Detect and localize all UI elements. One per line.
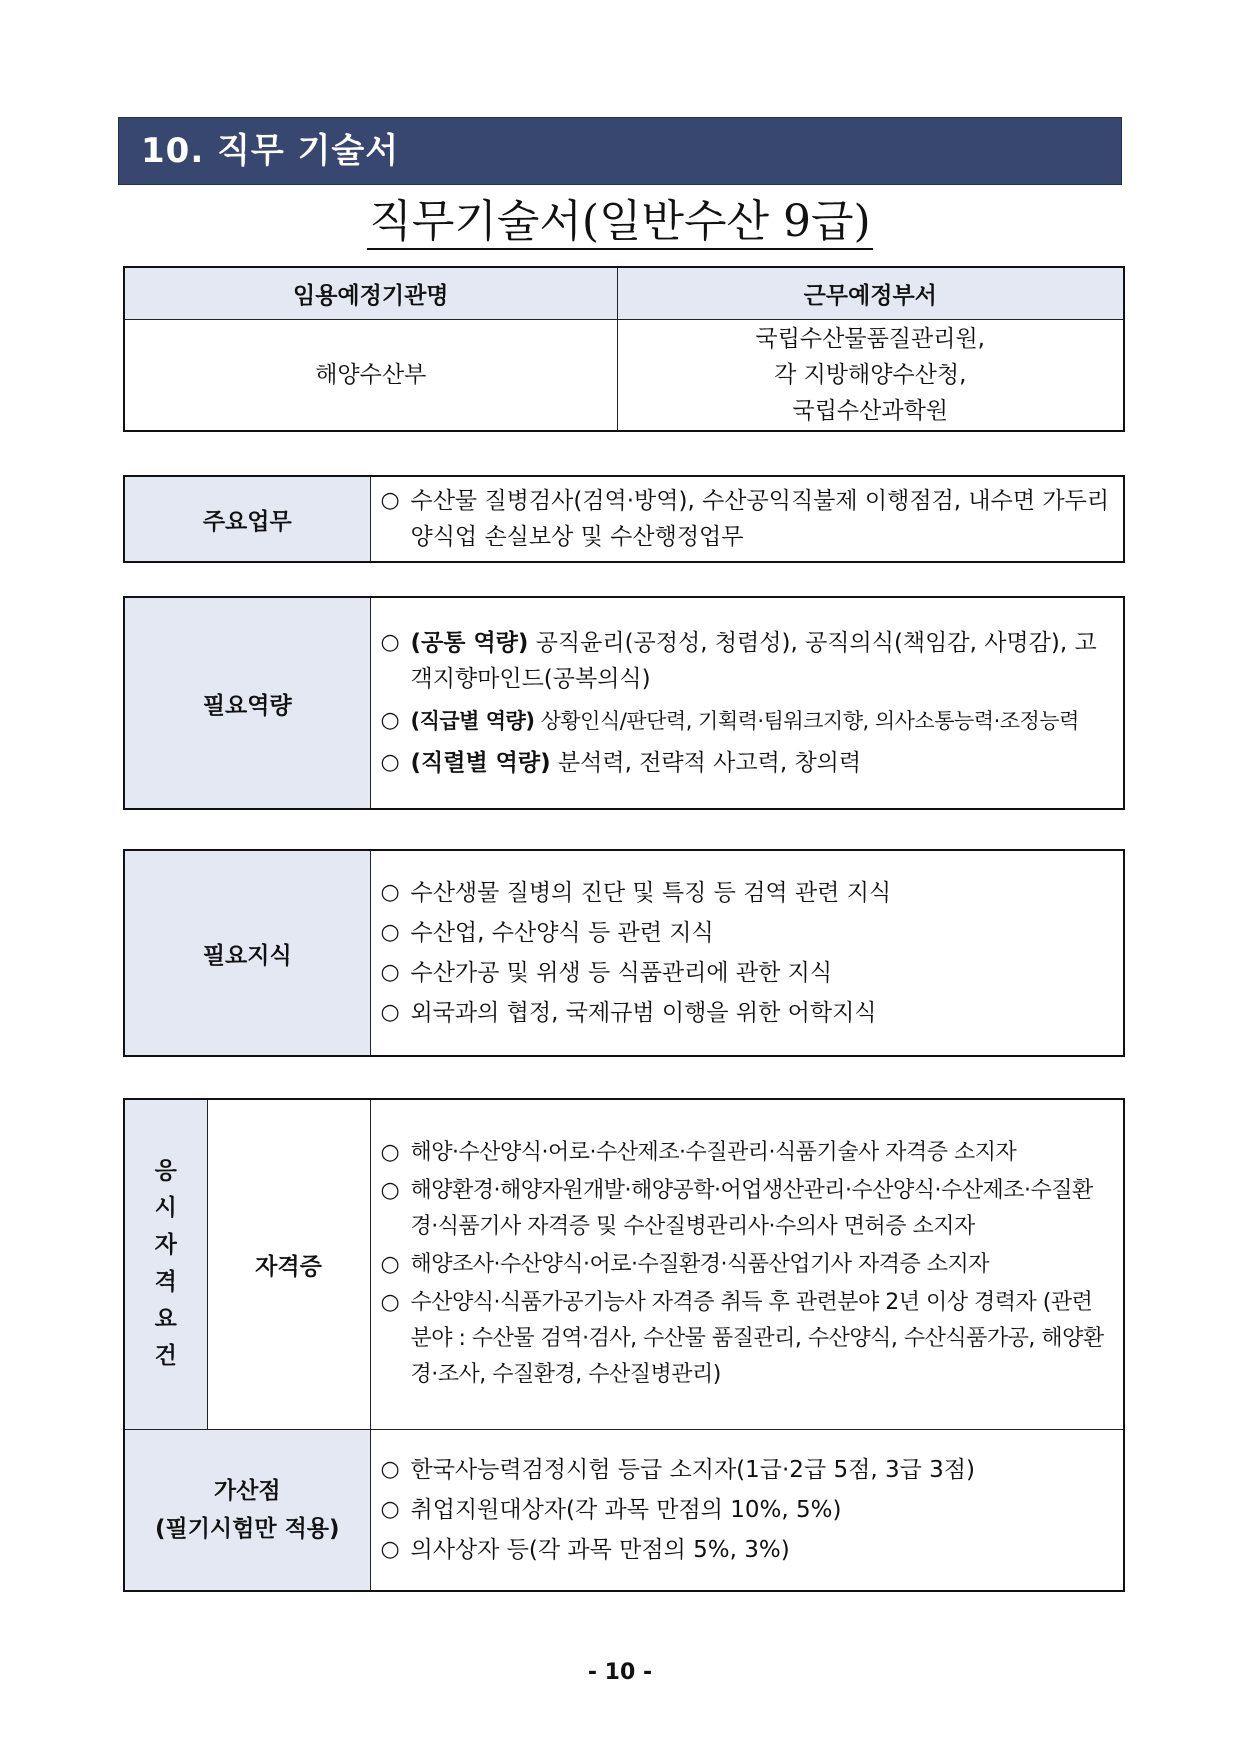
knowledge-item: ○ 수산가공 및 위생 등 식품관리에 관한 지식 bbox=[381, 955, 1112, 991]
agency-name: 해양수산부 bbox=[124, 319, 617, 431]
requirements-vertical-label: 응 시 자 격 요 건 bbox=[124, 1099, 207, 1429]
agency-header: 임용예정기관명 bbox=[124, 267, 617, 319]
certificate-label: 자격증 bbox=[207, 1099, 370, 1429]
bullet-icon: ○ bbox=[380, 920, 400, 945]
bullet-icon: ○ bbox=[380, 708, 400, 733]
bullet-icon: ○ bbox=[380, 880, 400, 905]
bonus-item: ○ 의사상자 등(각 과목 만점의 5%, 3%) bbox=[381, 1532, 1112, 1568]
knowledge-table bbox=[123, 849, 1125, 1057]
bullet-icon: ○ bbox=[380, 960, 400, 985]
competency-text: 상황인식/판단력, 기획력·팀워크지향, 의사소통능력·조정능력 bbox=[534, 709, 1079, 733]
bullet-icon: ○ bbox=[380, 630, 400, 655]
competency-item bbox=[381, 703, 1112, 739]
department-item: 각 지방해양수산청, bbox=[774, 361, 967, 388]
competency-title: (직렬별 역량) bbox=[410, 750, 551, 776]
bullet-icon: ○ bbox=[380, 1456, 400, 1482]
requirements-table bbox=[123, 1098, 1125, 1592]
department-header: 근무예정부서 bbox=[617, 267, 1124, 319]
main-duty-item: ○ 수산물 질병검사(검역·방역), 수산공익직불제 이행점검, 내수면 가두리 양식업 손실보상 및 수산행정업무 bbox=[381, 483, 1112, 555]
bullet-icon: ○ bbox=[380, 1000, 400, 1025]
bullet-icon: ○ bbox=[380, 1140, 400, 1166]
bullet-icon: ○ bbox=[380, 488, 400, 513]
bullet-icon: ○ bbox=[380, 1290, 400, 1316]
certificate-item: ○ 해양환경·해양자원개발·해양공학·어업생산관리·수산양식·수산제조·수질환경·식품기사 자격증 및 수산질병관리사·수의사 면허증 소지자 bbox=[381, 1173, 1112, 1245]
bullet-icon: ○ bbox=[380, 1252, 400, 1278]
certificate-item: ○ 해양·수산양식·어로·수산제조·수질관리·식품기술사 자격증 소지자 bbox=[381, 1135, 1112, 1171]
knowledge-label: 필요지식 bbox=[124, 850, 370, 1056]
competency-title: (공통 역량) bbox=[410, 630, 529, 656]
knowledge-item: ○ 수산생물 질병의 진단 및 특징 등 검역 관련 지식 bbox=[381, 875, 1112, 911]
competency-item bbox=[381, 745, 1112, 781]
knowledge-content bbox=[370, 850, 1124, 1056]
department-item: 국립수산물품질관리원, bbox=[755, 325, 985, 352]
main-duties-table bbox=[123, 475, 1125, 563]
bullet-icon: ○ bbox=[380, 750, 400, 775]
main-duties-content bbox=[370, 476, 1124, 562]
knowledge-item: ○ 외국과의 협정, 국제규범 이행을 위한 어학지식 bbox=[381, 995, 1112, 1031]
competency-title: (직급별 역량) bbox=[410, 709, 535, 733]
bullet-icon: ○ bbox=[380, 1178, 400, 1204]
bonus-content bbox=[370, 1429, 1124, 1591]
competency-text: 분석력, 전략적 사고력, 창의력 bbox=[550, 750, 862, 776]
department-list bbox=[617, 319, 1124, 431]
bonus-item: ○ 취업지원대상자(각 과목 만점의 10%, 5%) bbox=[381, 1492, 1112, 1528]
section-heading: 10. 직무 기술서 bbox=[118, 117, 1122, 185]
competency-text: 공직윤리(공정성, 청렴성), 공직의식(책임감, 사명감), 고객지향마인드(공복의식) bbox=[410, 630, 1097, 692]
certificate-item: ○ 수산양식·식품가공기능사 자격증 취득 후 관련분야 2년 이상 경력자 (관련분야 : 수산물 검역·검사, 수산물 품질관리, 수산양식, 수산식품가공, 해양환경·조사, 수질환경, 수산질병관리) bbox=[381, 1285, 1112, 1393]
page-number: - 10 - bbox=[587, 1660, 653, 1685]
competencies-label: 필요역량 bbox=[124, 597, 370, 809]
competencies-content bbox=[370, 597, 1124, 809]
department-item: 국립수산과학원 bbox=[792, 397, 949, 424]
agency-table bbox=[123, 266, 1125, 432]
competencies-table bbox=[123, 596, 1125, 810]
bullet-icon: ○ bbox=[380, 1536, 400, 1562]
certificate-content bbox=[370, 1099, 1124, 1429]
bonus-item: ○ 한국사능력검정시험 등급 소지자(1급·2급 5점, 3급 3점) bbox=[381, 1452, 1112, 1488]
bullet-icon: ○ bbox=[380, 1496, 400, 1522]
main-duties-label: 주요업무 bbox=[124, 476, 370, 562]
competency-item bbox=[381, 625, 1112, 697]
document-title bbox=[0, 192, 1240, 252]
bonus-label: 가산점 (필기시험만 적용) bbox=[124, 1429, 370, 1591]
knowledge-item: ○ 수산업, 수산양식 등 관련 지식 bbox=[381, 915, 1112, 951]
certificate-item: ○ 해양조사·수산양식·어로·수질환경·식품산업기사 자격증 소지자 bbox=[381, 1247, 1112, 1283]
document-title-text: 직무기술서(일반수산 9급) bbox=[367, 196, 872, 250]
